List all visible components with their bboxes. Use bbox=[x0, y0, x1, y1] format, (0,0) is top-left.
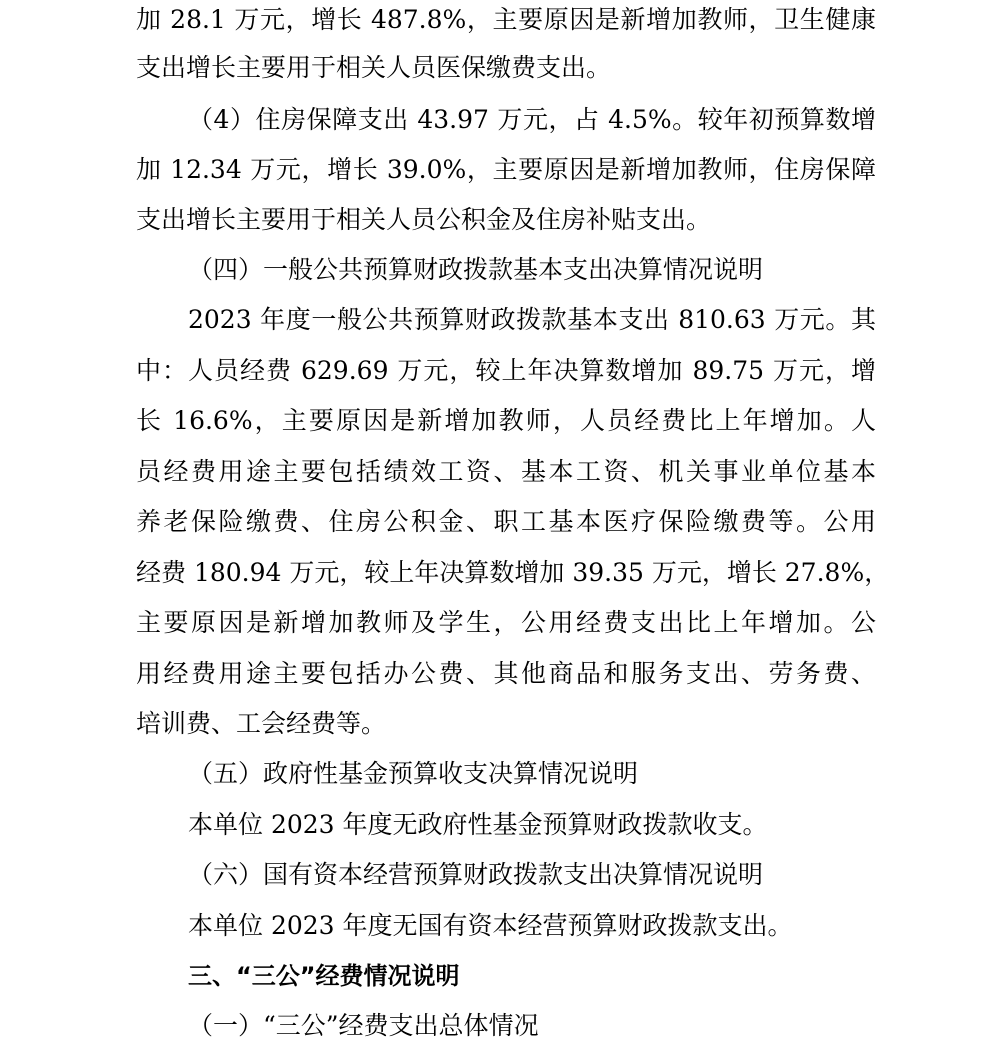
paragraph-line: 加 12.34 万元，增长 39.0%，主要原因是新增加教师，住房保障 bbox=[136, 155, 876, 184]
paragraph-line: 支出增长主要用于相关人员医保缴费支出。 bbox=[136, 53, 612, 82]
paragraph-line: 2023 年度一般公共预算财政拨款基本支出 810.63 万元。其 bbox=[188, 305, 876, 334]
section-heading: （五）政府性基金预算收支决算情况说明 bbox=[188, 759, 639, 788]
paragraph-line: （4）住房保障支出 43.97 万元，占 4.5%。较年初预算数增 bbox=[188, 105, 876, 134]
chapter-heading: 三、“三公”经费情况说明 bbox=[188, 962, 460, 990]
paragraph-line: 培训费、工会经费等。 bbox=[136, 709, 387, 738]
paragraph-line: 本单位 2023 年度无国有资本经营预算财政拨款支出。 bbox=[188, 911, 793, 940]
section-heading: （六）国有资本经营预算财政拨款支出决算情况说明 bbox=[188, 860, 764, 889]
paragraph-line: 支出增长主要用于相关人员公积金及住房补贴支出。 bbox=[136, 205, 712, 234]
paragraph-line: 员经费用途主要包括绩效工资、基本工资、机关事业单位基本 bbox=[136, 457, 876, 486]
section-heading: （一）“三公”经费支出总体情况 bbox=[188, 1011, 539, 1040]
paragraph-line: 养老保险缴费、住房公积金、职工基本医疗保险缴费等。公用 bbox=[136, 507, 876, 536]
paragraph-line: 主要原因是新增加教师及学生，公用经费支出比上年增加。公 bbox=[136, 608, 876, 637]
paragraph-line: 中：人员经费 629.69 万元，较上年决算数增加 89.75 万元，增 bbox=[136, 356, 876, 385]
paragraph-line: 本单位 2023 年度无政府性基金预算财政拨款收支。 bbox=[188, 810, 768, 839]
paragraph-line: 用经费用途主要包括办公费、其他商品和服务支出、劳务费、 bbox=[136, 659, 876, 688]
paragraph-line: 加 28.1 万元，增长 487.8%，主要原因是新增加教师，卫生健康 bbox=[136, 5, 876, 34]
section-heading: （四）一般公共预算财政拨款基本支出决算情况说明 bbox=[188, 255, 764, 284]
paragraph-line: 长 16.6%，主要原因是新增加教师，人员经费比上年增加。人 bbox=[136, 406, 876, 435]
paragraph-line: 经费 180.94 万元，较上年决算数增加 39.35 万元，增长 27.8%， bbox=[136, 558, 890, 587]
